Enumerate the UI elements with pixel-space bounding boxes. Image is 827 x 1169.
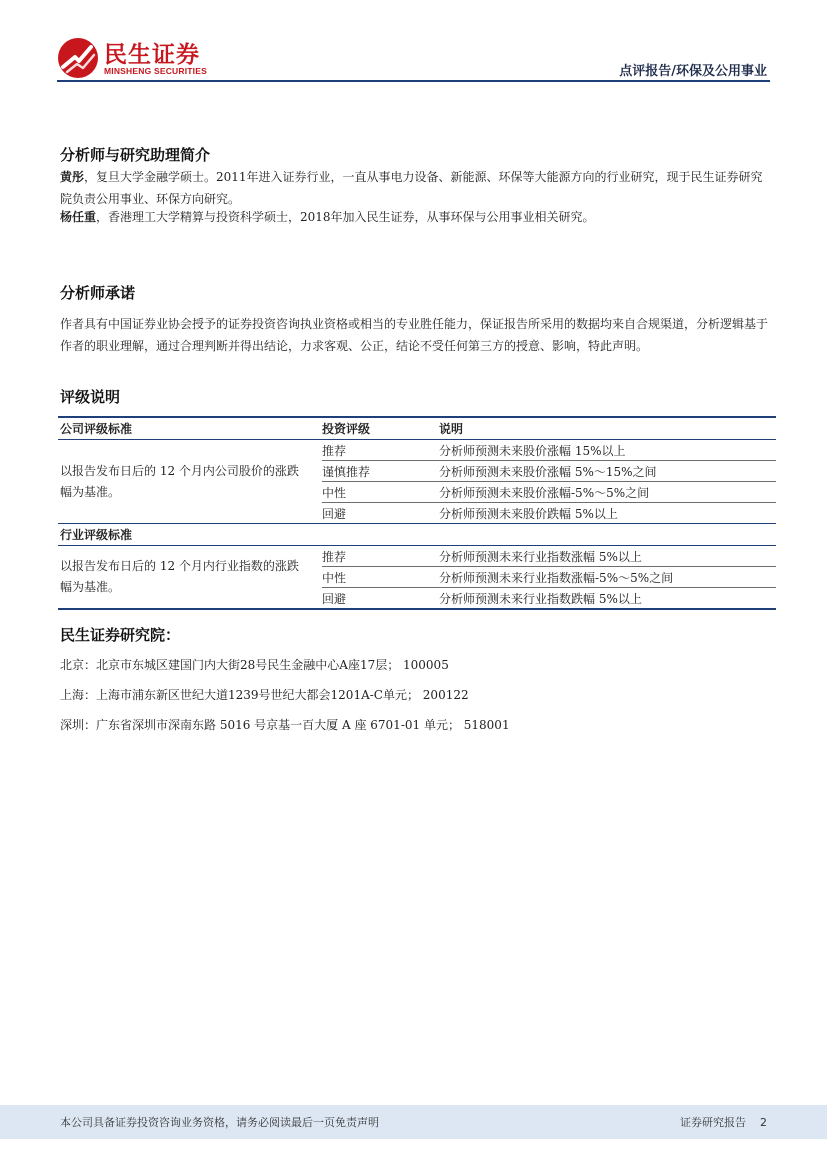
header-divider	[57, 80, 770, 82]
footer-disclaimer: 本公司具备证券投资咨询业务资格，请务必阅读最后一页免责声明	[60, 1116, 379, 1129]
commitment-title: 分析师承诺	[60, 284, 136, 302]
industry-grade: 推荐	[322, 546, 439, 567]
rating-table-header	[58, 417, 776, 440]
commitment-text: 作者具有中国证券业协会授予的证券投资咨询执业资格或相当的专业胜任能力，保证报告所采用的数据均来自合规渠道，分析逻辑基于作者的职业理解，通过合理判断并得出结论，力求客观、公正，结论不受任何第三方的授意、影响，特此声明。	[60, 317, 769, 353]
col-description: 说明	[439, 417, 776, 440]
page-number: 2	[760, 1116, 767, 1129]
company-desc: 分析师预测未来股价跌幅 5%以上	[439, 503, 776, 524]
page-footer	[0, 1105, 827, 1139]
company-basis: 以报告发布日后的 12 个月内公司股价的涨跌幅为基准。	[58, 440, 322, 524]
company-desc: 分析师预测未来股价涨幅 5%～15%之间	[439, 461, 776, 482]
footer-report-label: 证券研究报告	[680, 1116, 746, 1129]
table-row	[58, 546, 776, 567]
footer-right	[666, 1114, 767, 1130]
industry-header-row	[58, 524, 776, 546]
institute-title: 民生证券研究院：	[60, 626, 181, 644]
page-header	[0, 0, 827, 84]
company-grade: 推荐	[322, 440, 439, 461]
rating-title: 评级说明	[60, 388, 121, 406]
rating-table	[58, 416, 776, 610]
industry-basis: 以报告发布日后的 12 个月内行业指数的涨跌幅为基准。	[58, 546, 322, 610]
company-grade: 谨慎推荐	[322, 461, 439, 482]
industry-grade: 中性	[322, 567, 439, 588]
report-category: 点评报告/环保及公用事业	[619, 64, 767, 79]
address-shanghai: 上海：上海市浦东新区世纪大道1239号世纪大都会1201A-C单元； 200122	[60, 688, 469, 702]
industry-standard-header: 行业评级标准	[58, 524, 776, 546]
industry-grade: 回避	[322, 588, 439, 610]
address-shenzhen: 深圳：广东省深圳市深南东路 5016 号京基一百大厦 A 座 6701-01 单元； 518001	[60, 718, 510, 732]
company-grade: 中性	[322, 482, 439, 503]
analysts-title: 分析师与研究助理简介	[60, 146, 211, 164]
minsheng-logo-icon	[57, 37, 99, 79]
col-investment-rating: 投资评级	[322, 417, 439, 440]
analyst-1-name: 黄彤	[60, 170, 85, 184]
industry-desc: 分析师预测未来行业指数涨幅-5%～5%之间	[439, 567, 776, 588]
industry-desc: 分析师预测未来行业指数跌幅 5%以上	[439, 588, 776, 610]
company-grade: 回避	[322, 503, 439, 524]
table-row	[58, 440, 776, 461]
company-desc: 分析师预测未来股价涨幅-5%～5%之间	[439, 482, 776, 503]
address-beijing: 北京：北京市东城区建国门内大街28号民生金融中心A座17层； 100005	[60, 658, 449, 672]
analyst-2-name: 杨任重	[60, 210, 97, 224]
analyst-1-text: ，复旦大学金融学硕士。2011年进入证券行业，一直从事电力设备、新能源、环保等大能源方向的行业研究，现于民生证券研究院负责公用事业、环保方向研究。	[60, 170, 763, 206]
analyst-1-bio	[60, 166, 772, 210]
logo-chinese-name: 民生证券	[104, 42, 200, 68]
logo-english-name: MINSHENG SECURITIES	[104, 66, 207, 76]
col-company-standard: 公司评级标准	[58, 417, 322, 440]
industry-desc: 分析师预测未来行业指数涨幅 5%以上	[439, 546, 776, 567]
analyst-2-text: ，香港理工大学精算与投资科学硕士，2018年加入民生证券，从事环保与公用事业相关研究。	[96, 210, 595, 224]
analyst-2-bio	[60, 206, 772, 228]
company-desc: 分析师预测未来股价涨幅 15%以上	[439, 440, 776, 461]
